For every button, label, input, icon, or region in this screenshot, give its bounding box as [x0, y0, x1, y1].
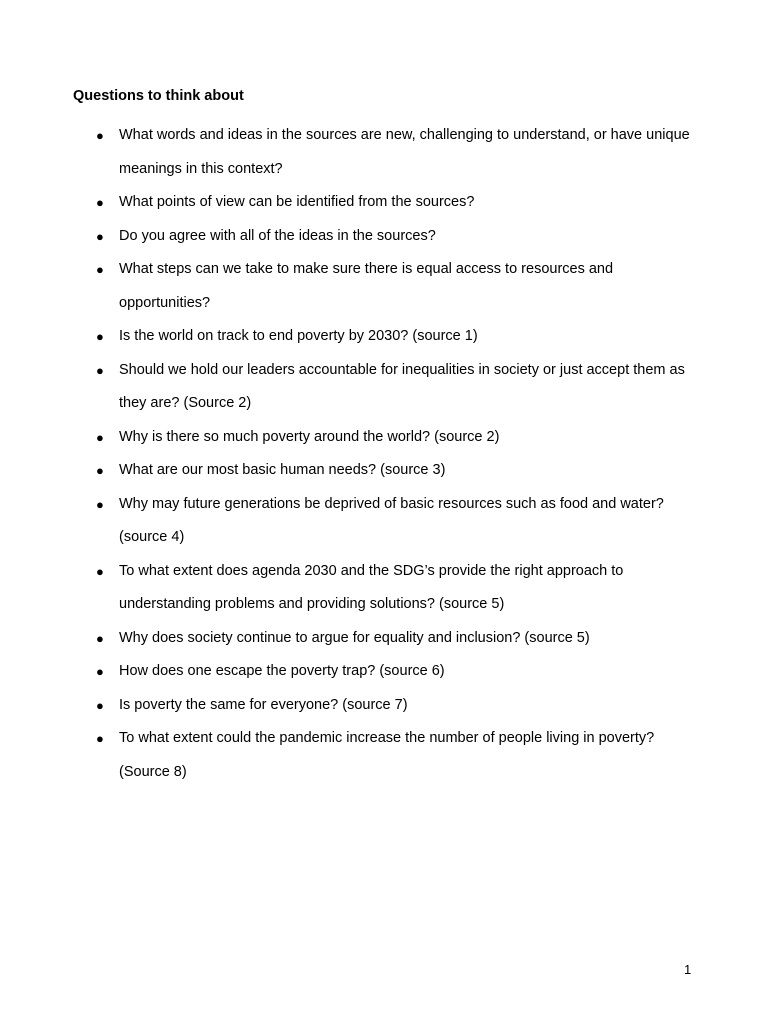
bullet-icon: ●	[96, 697, 104, 713]
list-item	[0, 320, 768, 354]
page-number: 1	[684, 962, 692, 977]
bullet-icon: ●	[96, 329, 104, 344]
list-item	[0, 220, 768, 254]
list-item	[0, 253, 768, 320]
list-item	[0, 454, 768, 488]
bullet-icon: ●	[96, 496, 104, 512]
section-heading: Questions to think about	[73, 88, 244, 104]
list-item	[0, 622, 768, 656]
list-item	[0, 689, 768, 723]
list-item	[0, 655, 768, 689]
list-item	[0, 555, 768, 622]
bullet-icon: ●	[96, 228, 104, 244]
question-text: What words and ideas in the sources are new, challenging to understand, or have unique meanings in this context?	[119, 127, 690, 177]
question-text: Is poverty the same for everyone? (source 7)	[119, 696, 408, 713]
question-text: Is the world on track to end poverty by 2030? (source 1)	[119, 328, 478, 344]
bullet-icon: ●	[96, 463, 104, 478]
question-text: What are our most basic human needs? (source 3)	[119, 462, 446, 478]
list-item	[0, 354, 768, 421]
bullet-icon: ●	[96, 563, 104, 579]
bullet-icon: ●	[96, 362, 104, 378]
question-text: Why is there so much poverty around the world? (source 2)	[119, 428, 500, 445]
bullet-icon: ●	[96, 195, 104, 210]
list-item	[0, 186, 768, 220]
list-item	[0, 119, 768, 186]
question-text: Why may future generations be deprived of basic resources such as food and water? (source 4)	[119, 495, 664, 545]
list-item	[0, 488, 768, 555]
bullet-icon: ●	[96, 731, 104, 746]
question-text: To what extent could the pandemic increase the number of people living in poverty? (Source 8)	[119, 730, 655, 780]
question-text: To what extent does agenda 2030 and the SDG’s provide the right approach to understanding problems and providing solutions? (source 5)	[119, 562, 624, 612]
question-text: What points of view can be identified from the sources?	[119, 194, 475, 210]
question-text: What steps can we take to make sure there is equal access to resources and opportunities?	[119, 261, 614, 311]
bullet-icon: ●	[96, 128, 104, 143]
question-text: How does one escape the poverty trap? (source 6)	[119, 663, 445, 679]
list-item	[0, 722, 768, 789]
question-text: Why does society continue to argue for equality and inclusion? (source 5)	[119, 629, 590, 646]
bullet-icon: ●	[96, 664, 104, 679]
bullet-icon: ●	[96, 262, 104, 277]
question-text: Do you agree with all of the ideas in the sources?	[119, 227, 436, 244]
list-item	[0, 421, 768, 455]
questions-list	[0, 119, 768, 789]
bullet-icon: ●	[96, 429, 104, 445]
bullet-icon: ●	[96, 630, 104, 646]
question-text: Should we hold our leaders accountable for inequalities in society or just accept them as they are? (Source 2)	[119, 361, 685, 411]
